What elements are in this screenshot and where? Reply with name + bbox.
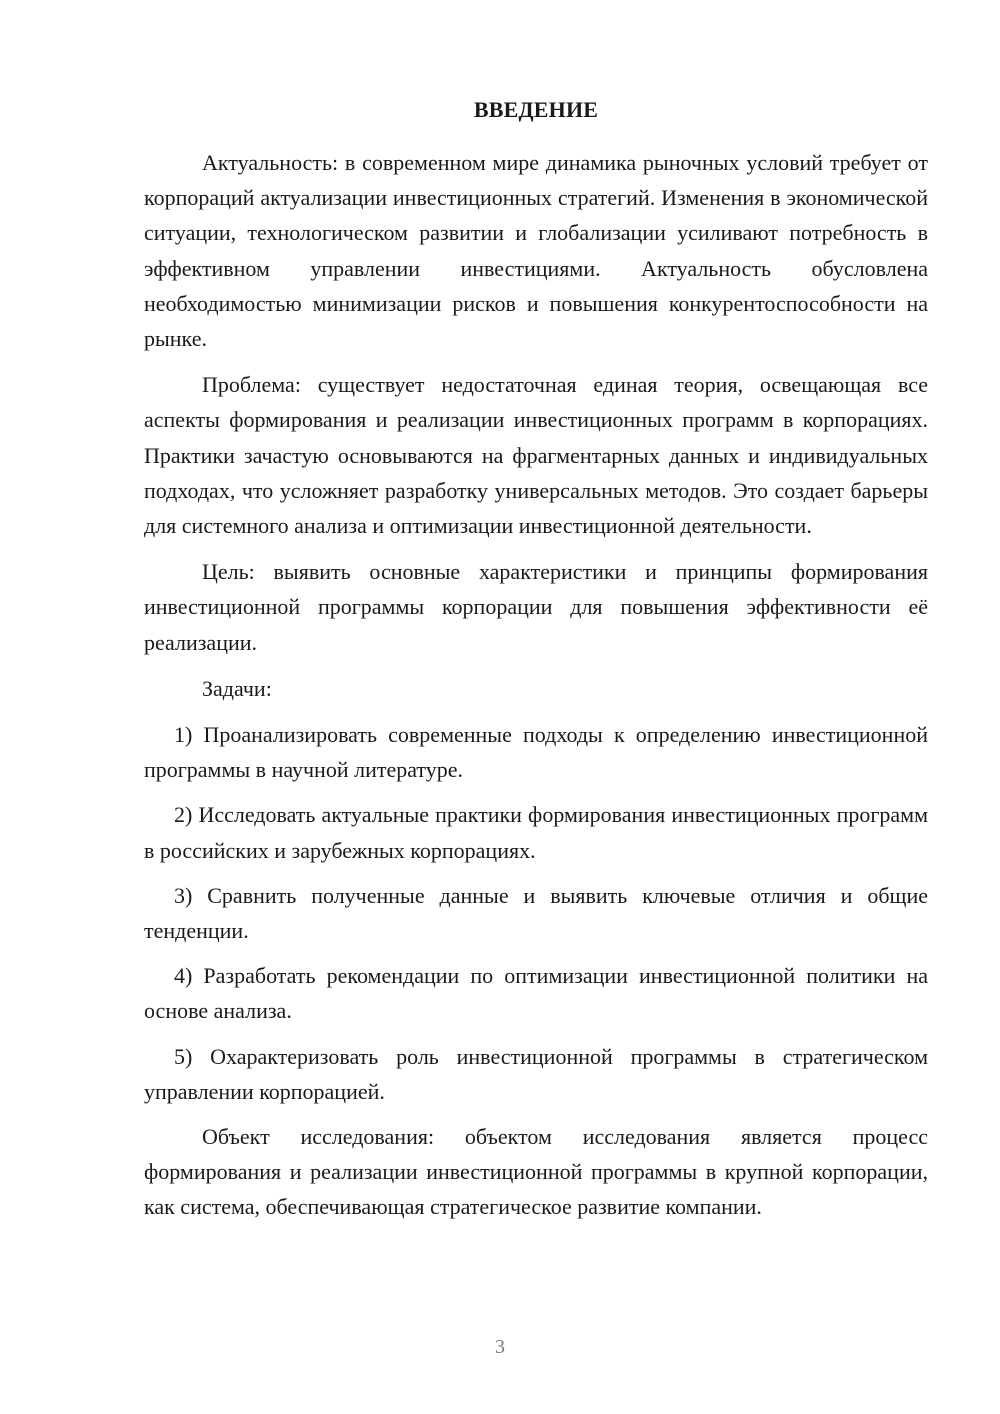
section-heading: ВВЕДЕНИЕ: [473, 97, 599, 122]
problem-paragraph: Проблема: существует недостаточная единая теория, освещающая все аспекты формирования и реализации инвестиционных программ в корпорациях. Практики зачастую основываются на фрагментарных данных и индивидуальных подходах, что усложняет разработку универсальных методов. Это создает барьеры для системного анализа и оптимизации инвестиционной деятельности.: [144, 372, 928, 539]
tasks-list: [144, 717, 928, 1109]
task-item: 4) Разработать рекомендации по оптимизации инвестиционной политики на основе анализа.: [144, 963, 928, 1024]
task-item: 2) Исследовать актуальные практики формирования инвестиционных программ в российских и зарубежных корпорациях.: [144, 802, 928, 863]
document-page: [144, 95, 928, 1236]
object-paragraph: Объект исследования: объектом исследования является процесс формирования и реализации инвестиционной программы в крупной корпорации, как система, обеспечивающая стратегическое развитие компании.: [144, 1124, 928, 1220]
task-item: 1) Проанализировать современные подходы к определению инвестиционной программы в научной литературе.: [144, 722, 928, 783]
task-item: 3) Сравнить полученные данные и выявить ключевые отличия и общие тенденции.: [144, 882, 928, 944]
tasks-label: Задачи:: [202, 675, 272, 701]
page-number: 3: [495, 1336, 505, 1358]
goal-paragraph: Цель: выявить основные характеристики и принципы формирования инвестиционной программы корпорации для повышения эффективности её реализации.: [144, 559, 928, 655]
relevance-paragraph: Актуальность: в современном мире динамика рыночных условий требует от корпораций актуализации инвестиционных стратегий. Изменения в экономической ситуации, технологическом развитии и глобализации усиливают потребность в эффективном управлении инвестициями. Актуальность обусловлена необходимостью минимизации рисков и повышения конкурентоспособности на рынке.: [144, 150, 928, 352]
task-item: 5) Охарактеризовать роль инвестиционной программы в стратегическом управлении корпорацией.: [144, 1043, 928, 1104]
